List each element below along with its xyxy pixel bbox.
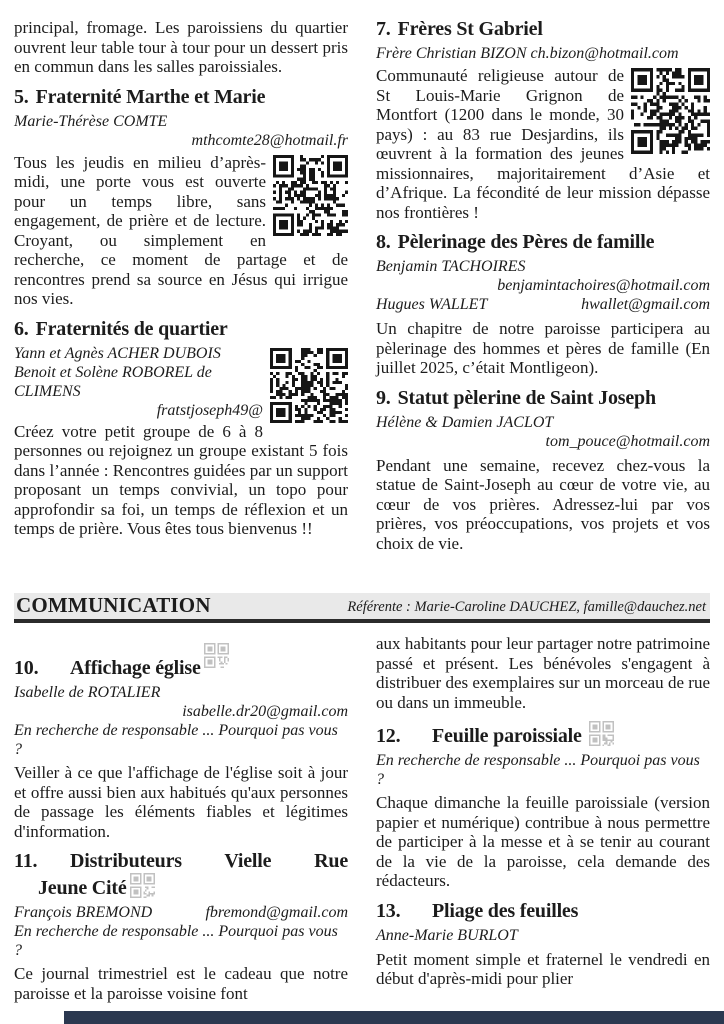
contact-name: François BREMOND — [14, 904, 153, 921]
section-number: 5. — [14, 85, 29, 108]
paragraph: Un chapitre de notre paroisse participera au pèlerinage des hommes et pères de famille (En juillet 2025, c’était Montligeon). — [376, 319, 710, 377]
communication-banner — [14, 593, 710, 623]
paragraph: Veiller à ce que l'affichage de l'église soit à jour et offre aussi bien aux habitués qu'aux personnes de passage les éléments fiables et légitimes d'information. — [14, 763, 348, 841]
qr-code — [270, 348, 348, 423]
section-title: Affichage église — [70, 657, 201, 679]
section-number: 8. — [376, 231, 391, 253]
bottom-left-column — [14, 634, 348, 1008]
top-left-column — [14, 18, 348, 592]
section-title-line1: Distributeurs Vielle Rue — [70, 850, 348, 872]
paragraph: Tous les jeudis en milieu d’après-midi, une porte vous est ouverte pour un temps libre, sans engagement, de prière et de lecture. Croyant, ou simplement en recherche, ce moment de partage et de rencontres prend sa source en Jésus qui irrigue nos vies. — [14, 152, 348, 308]
section-heading — [376, 387, 710, 410]
bottom-columns — [0, 634, 724, 1008]
qr-icon — [204, 643, 229, 668]
paragraph: Petit moment simple et fraternel le vendredi en début d'après-midi pour plier — [376, 949, 710, 988]
section-heading — [14, 318, 348, 341]
qr-code — [631, 68, 710, 154]
section-5-fraternite-marthe-et-marie — [14, 86, 348, 309]
section-heading — [376, 231, 710, 254]
section-title: Statut pèlerine de Saint Joseph — [397, 386, 656, 409]
banner-referent: Référente : Marie-Caroline DAUCHEZ, famille@dauchez.net — [347, 599, 706, 615]
email-address: benjamintachoires@hotmail.com — [497, 277, 710, 294]
email-address: tom_pouce@hotmail.com — [545, 432, 710, 450]
section-number: 6. — [14, 317, 29, 340]
section-number: 9. — [376, 386, 391, 409]
section-title-line2: Jeune Cité — [38, 877, 127, 899]
section-8-pelerinage-des-peres-de-famille — [376, 231, 710, 378]
contact-name: Benjamin TACHOIRES — [376, 258, 526, 275]
paragraph: Pendant une semaine, recevez chez-vous la statue de Saint-Joseph au cœur de votre vie, au cœur de vos prières. Adressez-lui par vos prières, vos préoccupations, vos projets et vos choix de vie. — [376, 455, 710, 553]
section-title: Fraternités de quartier — [35, 317, 228, 340]
section-heading — [376, 18, 710, 41]
paragraph: Communauté religieuse autour de St Louis-Marie Grignon de Montfort (1200 dans le monde, 30 pays) : au 83 rue Desjardins, ils œuvrent à la formation des jeunes missionnaires, majoritairement d’Asie et d’Afrique. La fécondité de leur mission dépasse nos frontières ! — [376, 66, 710, 222]
paragraph: Ce journal trimestriel est le cadeau que notre paroisse et la paroisse voisine font — [14, 964, 348, 1003]
section-heading — [376, 900, 710, 923]
section-number: 11. — [14, 850, 38, 872]
email-address: isabelle.dr20@gmail.com — [182, 703, 348, 720]
section-7-freres-st-gabriel — [376, 18, 710, 222]
section-title: Pliage des feuilles — [432, 899, 579, 922]
email-address: hwallet@gmail.com — [581, 296, 710, 313]
section-9-statut-pelerine-de-saint-joseph — [376, 387, 710, 554]
section-6-fraternites-de-quartier — [14, 318, 348, 539]
contact-name: Anne-Marie BURLOT — [376, 926, 518, 944]
section-heading — [14, 850, 348, 900]
contact-name: Hugues WALLET — [376, 296, 488, 313]
email-address: fbremond@gmail.com — [205, 904, 348, 921]
contact-name: Benoit et Solène ROBOREL de CLIMENS — [14, 363, 212, 400]
section-13-pliage-des-feuilles — [376, 900, 710, 989]
contact-name: Marie-Thérèse COMTE — [14, 112, 168, 130]
qr-icon — [130, 873, 155, 898]
section-number: 12. — [376, 725, 401, 747]
section-title: Pèlerinage des Pères de famille — [397, 231, 655, 253]
qr-icon — [589, 721, 614, 746]
contact-name: Isabelle de ROTALIER — [14, 684, 161, 701]
section-title: Fraternité Marthe et Marie — [35, 85, 266, 108]
contact-name: Frère Christian BIZON ch.bizon@hotmail.com — [376, 45, 679, 62]
qr-code — [273, 155, 348, 236]
paragraph-continuation: aux habitants pour leur partager notre patrimoine passé et présent. Les bénévoles s'engagent à distribuer des exemplaires sur un morceau de rue ou dans un immeuble. — [376, 634, 710, 712]
section-number: 10. — [14, 657, 39, 679]
footer-band — [64, 1011, 724, 1024]
section-heading — [376, 721, 710, 748]
responsible-note: En recherche de responsable ... Pourquoi pas vous ? — [376, 752, 700, 788]
top-right-column — [376, 18, 710, 592]
section-11-distributeurs-vielle-rue-jeune-cite — [14, 850, 348, 1003]
banner-title: COMMUNICATION — [16, 593, 211, 617]
section-number: 7. — [376, 18, 391, 40]
responsible-note: En recherche de responsable ... Pourquoi pas vous ? — [14, 722, 338, 758]
intro-paragraph: principal, fromage. Les paroissiens du quartier ouvrent leur table tour à tour pour un dessert pris en commun dans les salles paroissiales. — [14, 18, 348, 76]
section-title: Frères St Gabriel — [397, 18, 543, 40]
email-address: mthcomte28@hotmail.fr — [191, 131, 348, 149]
section-heading — [14, 643, 348, 680]
section-title: Feuille paroissiale — [432, 725, 582, 747]
contact-name: Hélène & Damien JACLOT — [376, 413, 554, 431]
bottom-right-column — [376, 634, 710, 1008]
section-10-affichage-eglise — [14, 643, 348, 841]
responsible-note: En recherche de responsable ... Pourquoi pas vous ? — [14, 923, 338, 959]
paragraph: Chaque dimanche la feuille paroissiale (version papier et numérique) contribue à nous permettre de participer à la messe et à se tenir au courant de la vie de la paroisse, cela demande des rédacteurs. — [376, 793, 710, 890]
section-heading — [14, 86, 348, 109]
section-12-feuille-paroissiale — [376, 721, 710, 891]
contact-name: Yann et Agnès ACHER DUBOIS — [14, 344, 221, 362]
email-address: fratstjoseph49@ — [156, 401, 263, 419]
section-number: 13. — [376, 899, 401, 922]
paragraph: Créez votre petit groupe de 6 à 8 personnes ou rejoignez un groupe existant 5 fois dans l’année : Rencontres guidées par un support proposant un temps convivial, un topo pour approfondir sa foi, un temps de réflexion et un temps de prière. Vous êtes tous bienvenus !! — [14, 421, 348, 538]
